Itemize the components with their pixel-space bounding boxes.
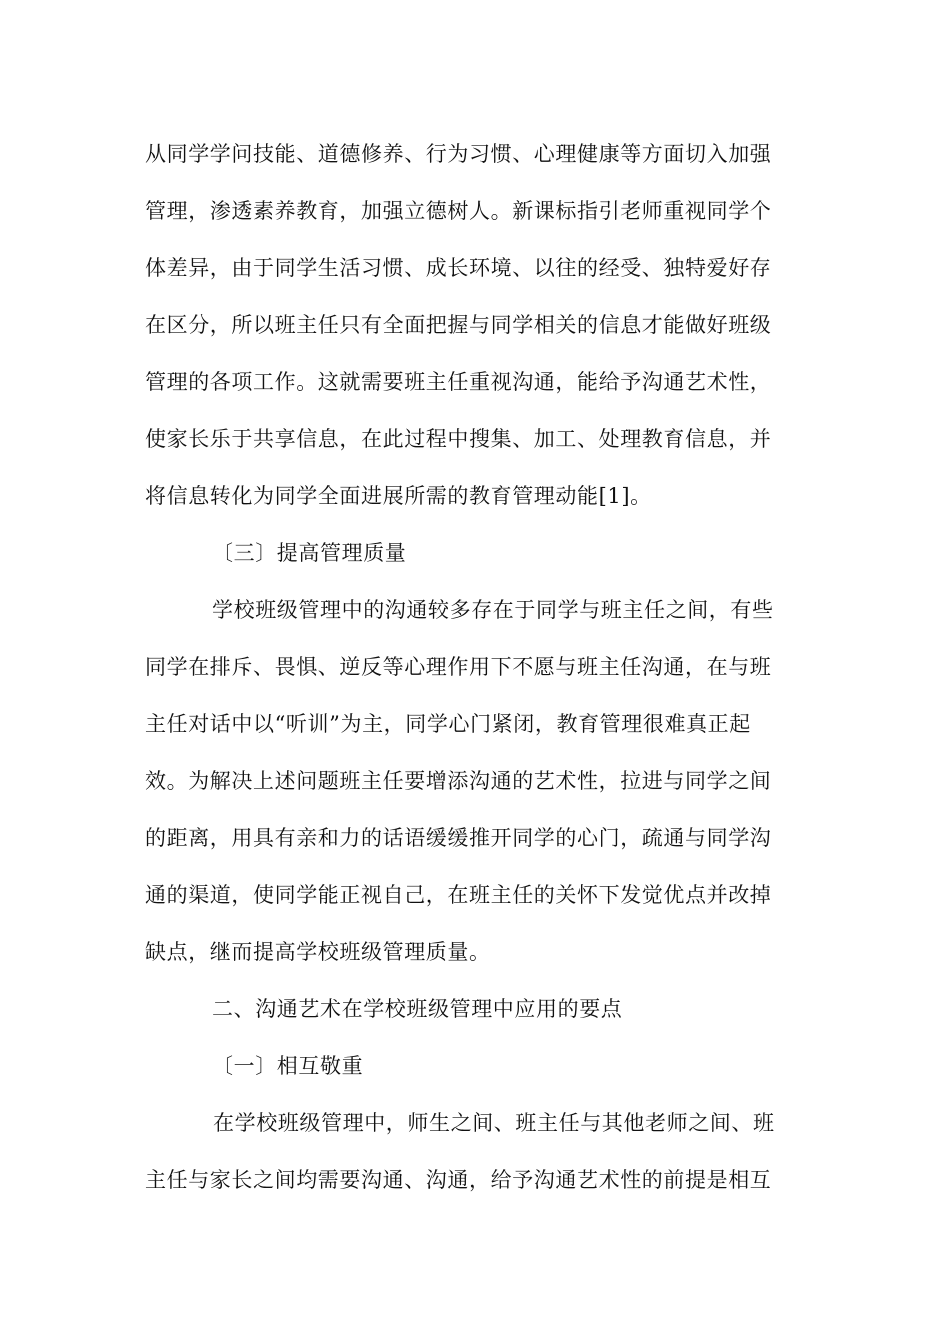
body-text-line: 的距离，用具有亲和力的话语缓缓推开同学的心门，疏通与同学沟 [145,826,772,850]
body-text-line: 效。为解决上述问题班主任要增添沟通的艺术性，拉进与同学之间 [145,769,772,793]
paragraph-first-line: 学校班级管理中的沟通较多存在于同学与班主任之间，有些 [212,598,774,622]
body-text-line: 通的渠道，使同学能正视自己，在班主任的关怀下发觉优点并改掉 [145,883,772,907]
body-text-line: 同学在排斥、畏惧、逆反等心理作用下不愿与班主任沟通，在与班 [145,655,772,679]
body-text-line: 管理，渗透素养教育，加强立德树人。新课标指引老师重视同学个 [145,199,772,223]
paragraph-first-line: 在学校班级管理中，师生之间、班主任与其他老师之间、班 [213,1111,775,1135]
body-text-line: 缺点，继而提高学校班级管理质量。 [145,940,491,964]
section-heading: 〔三〕提高管理质量 [212,541,407,565]
body-text-line: 使家长乐于共享信息，在此过程中搜集、加工、处理教育信息，并 [145,427,772,451]
body-text-line: 在区分，所以班主任只有全面把握与同学相关的信息才能做好班级 [145,313,772,337]
body-text-line: 管理的各项工作。这就需要班主任重视沟通，能给予沟通艺术性， [145,370,772,394]
body-text-line: 体差异，由于同学生活习惯、成长环境、以往的经受、独特爱好存 [145,256,772,280]
section-heading: 二、沟通艺术在学校班级管理中应用的要点 [212,997,623,1021]
body-text-line: 将信息转化为同学全面进展所需的教育管理动能[1]。 [145,484,652,508]
body-text-line: 从同学学问技能、道德修养、行为习惯、心理健康等方面切入加强 [145,142,772,166]
body-text-line: 主任与家长之间均需要沟通、沟通，给予沟通艺术性的前提是相互 [145,1168,772,1192]
subsection-heading: 〔一〕相互敬重 [212,1054,364,1078]
body-text-line: 主任对话中以“听训”为主，同学心门紧闭，教育管理很难真正起 [145,712,751,736]
